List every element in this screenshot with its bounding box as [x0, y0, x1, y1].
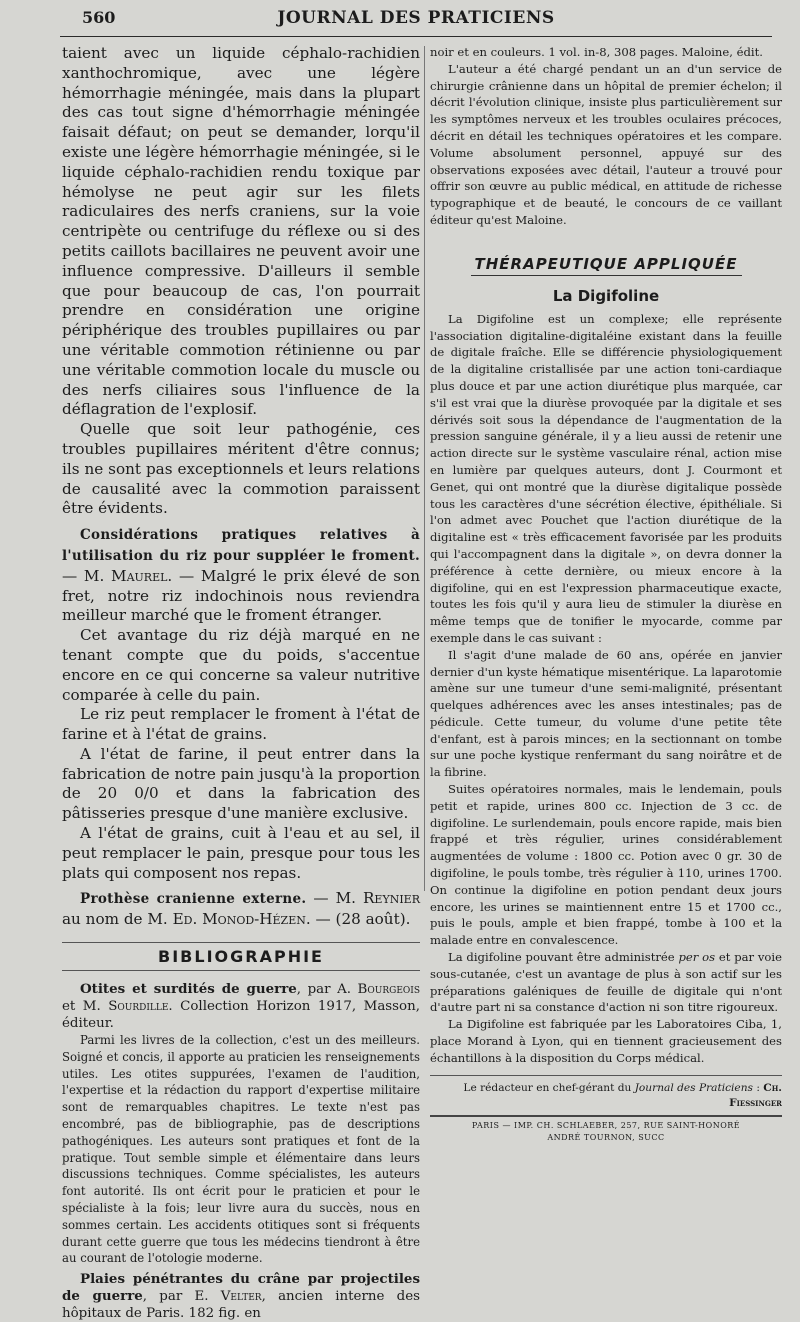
running-title: JOURNAL DES PRATICIENS — [277, 8, 555, 28]
page-number: 560 — [82, 8, 116, 27]
paragraph: La Digifoline est un complexe; elle représente l'association digitaline-digitaléine existant dans la feuille de digitale fraîche. Elle se différencie physiologiquement de la digitaline cristallisée par une action toni-cardiaque plus douce et par une action diurétique plus marquée, car s'il est vrai que la diurèse provoquée par la digitale et ses dérivés soit sous la dépendance de l'augmentation de la pression sanguine générale, il y a lieu aussi de retenir une action directe sur le système vasculaire rénal, action mise en lumière par quelques auteurs, dont J. Courmont et Genet, qui ont montré que la diurèse digitalique possède tous les caractères d'une sécrétion élective, épithéliale. Si l'on admet avec Pouchet que l'action diurétique de la digitaline est « très efficacement favorisée par les produits qui l'accompagnent dans la digitale », on devra donner la préférence à cette dernière, ou mieux encore à la digifoline, qui en est l'expression pharmaceutique exacte, toutes les fois qu'il y aura lieu de stimuler la diurèse en même temps que de tonifier le myocarde, comme par exemple dans le cas suivant : — [430, 311, 782, 645]
editor-name: Ch. Fiessinger — [729, 1081, 782, 1109]
paragraph: L'auteur a été chargé pendant un an d'un service de chirurgie crânienne dans un hôpital de premier échelon; il décrit l'évolution clinique, insiste plus particulièrement sur les symptômes nerveux et les troubles oculaires précoces, décrit en détail les techniques opératoires et les compare. Volume absolument personnel, appuyé sur des observations exposées avec détail, l'auteur a trouvé pour offrir son œuvre au public médical, en attitude de richesse typographique et de beauté, le concours de ce vaillant éditeur qu'est Maloine. — [430, 61, 782, 227]
author-name: Bourgeois — [357, 982, 420, 998]
right-column — [430, 44, 782, 1144]
prothese-entry: Prothèse cranienne externe. — M. Reynier au nom de M. Ed. Monod-Hézen. — (28 août). — [62, 889, 420, 929]
paragraph: La digifoline pouvant être administrée per os et par voie sous-cutanée, c'est un avantage de plus à son actif sur les préparations galéniques de feuille de digitale qui n'ont d'autre part ni sa constance d'action ni son titre rigoureux. — [430, 950, 782, 1015]
separator-rule — [430, 1075, 782, 1076]
riz-entry: Considérations pratiques relatives à l'utilisation du riz pour suppléer le froment. — M. Maurel. — Malgré le prix élevé de son fret, notre riz indochinois nous reviendra meilleur marché que le froment étranger. — [62, 527, 420, 625]
column-divider — [424, 46, 425, 891]
article-title: La Digifoline — [552, 286, 660, 305]
printer-imprint: PARIS — IMP. CH. SCHLAEBER, 257, RUE SAINT-HONORÉ ANDRÉ TOURNON, SUCC — [430, 1115, 782, 1144]
paragraph: Il s'agit d'une malade de 60 ans, opérée en janvier dernier d'un kyste hématique misentérique. La laparotomie amène sur une tumeur d'une semi-malignité, présentant quelques adhérences avec les anses intestinales; pas de pédicule. Cette tumeur, du volume d'une petite tête d'enfant, est à parois minces; en la sectionnant on tombe sur une poche kystique renfermant du sang noirâtre et de la fibrine. — [430, 647, 782, 780]
plaies-entry: Plaies pénétrantes du crâne par projectiles de guerre, par E. Velter, ancien interne des hôpitaux de Paris. 182 fig. en — [62, 1271, 421, 1322]
page-header — [60, 8, 772, 37]
otites-entry: Otites et surdités de guerre, par A. Bourgeois et M. Sourdille. Collection Horizon 1917, Masson, éditeur. — [62, 981, 420, 1032]
paragraph: Suites opératoires normales, mais le lendemain, pouls petit et rapide, urines 800 cc. Injection de 3 cc. de digifoline. Le surlendemain, pouls encore rapide, mais bien frappé et très régulier, urines considérablement augmentées de volume : 1800 cc. Potion avec 0 gr. 30 de digifoline, le pouls tombe, très régulier à 110, urines 1700. On continue la digifoline en potion pendant deux jours encore, les urines se maintiennent entre 15 et 1700 cc., puis le pouls, ample et bien frappé, tombe à 100 et la malade entre en convalescence. — [430, 782, 782, 948]
therapeutique-title: THÉRAPEUTIQUE APPLIQUÉE — [430, 255, 782, 273]
paragraph: Quelle que soit leur pathogénie, ces troubles pupillaires méritent d'être connus; ils ne sont pas exceptionnels et leurs relations de causalité avec la commotion paraissent être évidents. — [62, 420, 420, 518]
author-name: Sourdille — [108, 999, 169, 1015]
paragraph: La Digifoline est fabriquée par les Laboratoires Ciba, 1, place Morand à Lyon, qui en tiennent gracieusement des échantillons à la disposition du Corps médical. — [430, 1017, 782, 1065]
paragraph: A l'état de grains, cuit à l'eau et au sel, il peut remplacer le pain, presque pour tous les plats qui composent nos repas. — [62, 824, 420, 882]
author-name: Reynier — [362, 889, 420, 908]
riz-heading: Considérations pratiques relatives à l'utilisation du riz pour suppléer le froment. — [62, 527, 420, 564]
paragraph: Le riz peut remplacer le froment à l'état de farine et à l'état de grains. — [62, 705, 420, 744]
left-column — [62, 44, 420, 1322]
prothese-heading: Prothèse cranienne externe. — [80, 891, 307, 908]
paragraph: noir et en couleurs. 1 vol. in-8, 308 pages. Maloine, édit. — [430, 45, 763, 59]
author-name: Maurel — [111, 566, 168, 585]
author-name: Velter — [220, 1289, 262, 1305]
author-name: Ed. Monod-Hézen — [172, 910, 306, 929]
paragraph: A l'état de farine, il peut entrer dans la fabrication de notre pain jusqu'à la proportion de 20 0/0 et dans la fabrication des pâtisseries presque d'une manière exclusive. — [62, 744, 420, 823]
editor-line: Le rédacteur en chef-gérant du Journal des Praticiens : Ch. Fiessinger — [463, 1081, 782, 1109]
paragraph: taient avec un liquide céphalo-rachidien xanthochromique, avec une légère hémorrhagie méningée, mais dans la plupart des cas tout signe d'hémorrhagie méningée faisait défaut; on peut se demander, lorqu'il existe une légère hémorrhagie méningée, si le liquide céphalo-rachidien rendu toxique par hémolyse ne peut agir sur les filets radiculaires des nerfs craniens, sur la voie centripète ou centrifuge du réflexe ou si des petits caillots bacillaires ne peuvent avoir une influence compressive. D'ailleurs il semble que pour beaucoup de cas, l'on pourrait prendre en considération une origine périphérique des troubles pupillaires ou par une véritable commotion rétinienne ou par une véritable commotion locale du muscle ou des nerfs ciliaires sous l'influence de la déflagration de l'explosif. — [62, 44, 420, 419]
book-title: Otites et surdités de guerre — [80, 981, 297, 998]
paragraph: Cet avantage du riz déjà marqué en ne tenant compte que du poids, s'accentue encore en ce qui concerne sa valeur nutritive comparée à celle du pain. — [62, 626, 420, 704]
bibliographie-title: BIBLIOGRAPHIE — [62, 942, 420, 971]
book-title: Plaies pénétrantes du crâne par projectiles de guerre — [62, 1271, 420, 1305]
paragraph: Parmi les livres de la collection, c'est un des meilleurs. Soigné et concis, il apporte au praticien les renseignements utiles. Les otites suppurées, l'examen de l'audition, l'expertise et la rédaction du rapport d'expertise militaire sont de remarquables chapitres. Le texte n'est pas encombré, pas de bibliographie, pas de descriptions pathogéniques. Les auteurs sont pratiques et font de la pratique. Tout semble simple et élémentaire dans leurs discussions techniques. Comme spécialistes, les auteurs font autorité. Ils ont écrit pour le praticien et pour le spécialiste à la fois; leur livre aura du succès, nous en sommes certain. Les accidents otitiques sont si fréquents durant cette guerre que tous les médecins tiendront à être au courant de l'otologie moderne. — [62, 1033, 420, 1266]
